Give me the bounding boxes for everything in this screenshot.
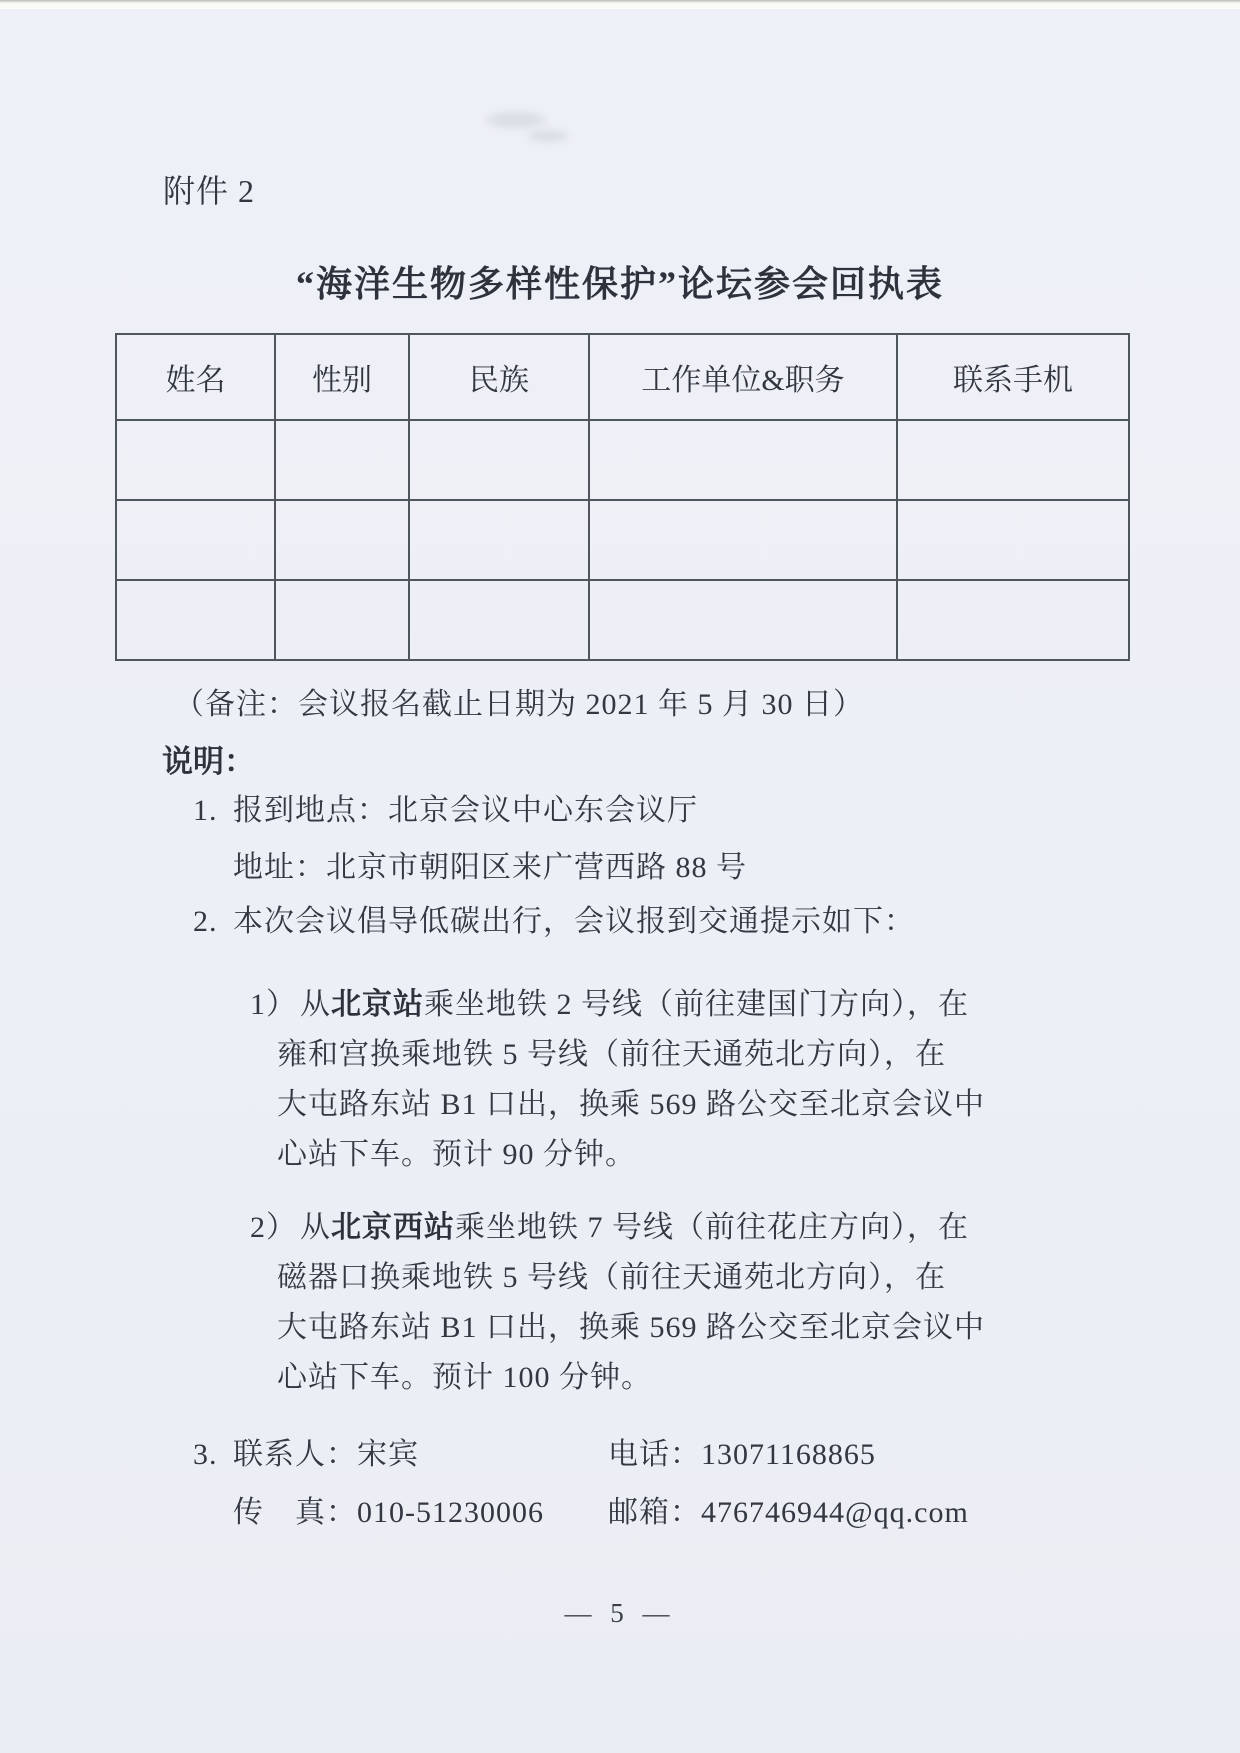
table-cell xyxy=(897,580,1129,660)
list-number: 1. xyxy=(193,794,218,827)
traffic-option-2-line-2: 磁器口换乘地铁 5 号线（前往天通苑北方向），在 xyxy=(277,1261,946,1294)
scan-smudge xyxy=(528,130,568,142)
note-item-2 xyxy=(193,905,915,939)
scan-smudge xyxy=(486,112,546,128)
header-cell-ethnicity: 民族 xyxy=(409,334,589,420)
line-text: 乘坐地铁 2 号线（前往建国门方向），在 xyxy=(424,988,969,1021)
notes-heading: 说明： xyxy=(162,744,255,779)
fax-label: 传 真： xyxy=(233,1496,357,1529)
traffic-intro-text: 本次会议倡导低碳出行，会议报到交通提示如下： xyxy=(233,905,915,938)
list-number: 2. xyxy=(193,905,218,938)
traffic-option-1-line-2: 雍和宫换乘地铁 5 号线（前往天通苑北方向），在 xyxy=(277,1038,946,1071)
table-cell xyxy=(409,580,589,660)
note-item-1-line-1 xyxy=(193,782,747,839)
traffic-option-2-line-4: 心站下车。预计 100 分钟。 xyxy=(277,1361,652,1394)
traffic-option-1-line-4: 心站下车。预计 90 分钟。 xyxy=(277,1138,636,1171)
table-cell xyxy=(275,580,409,660)
table-cell xyxy=(589,500,897,580)
line-text: 乘坐地铁 7 号线（前往花庄方向），在 xyxy=(455,1211,969,1244)
traffic-option-2-line-1 xyxy=(250,1203,985,1253)
table-row xyxy=(116,500,1129,580)
traffic-option-1-line-3: 大屯路东站 B1 口出，换乘 569 路公交至北京会议中 xyxy=(277,1088,986,1121)
table-cell xyxy=(409,500,589,580)
list-number: 3. xyxy=(193,1438,218,1471)
header-cell-mobile: 联系手机 xyxy=(897,334,1129,420)
deadline-note: （备注：会议报名截止日期为 2021 年 5 月 30 日） xyxy=(174,688,864,721)
phone-label: 电话： xyxy=(608,1438,701,1471)
list-number: 1） xyxy=(250,988,297,1021)
list-number: 2） xyxy=(250,1211,297,1244)
contact-value: 宋宾 xyxy=(357,1438,419,1471)
fax-value: 010-51230006 xyxy=(357,1496,544,1529)
email-value: 476746944@qq.com xyxy=(701,1496,969,1529)
document-title: “海洋生物多样性保护”论坛参会回执表 xyxy=(295,264,944,304)
attachment-label: 附件 2 xyxy=(163,173,256,209)
header-cell-workunit-position: 工作单位&职务 xyxy=(589,334,897,420)
table-cell xyxy=(116,580,275,660)
table-row xyxy=(116,580,1129,660)
email-label: 邮箱： xyxy=(608,1496,701,1529)
footer-page-number: — 5 — xyxy=(564,1598,676,1628)
checkin-location-text: 报到地点：北京会议中心东会议厅 xyxy=(233,794,698,827)
contact-fax xyxy=(193,1484,608,1542)
table-cell xyxy=(275,500,409,580)
note-item-3-contacts xyxy=(193,1426,969,1542)
table-cell xyxy=(116,420,275,500)
table-cell xyxy=(589,580,897,660)
contact-email xyxy=(608,1496,969,1529)
station-name-bold: 北京西站 xyxy=(331,1211,455,1244)
table-cell xyxy=(116,500,275,580)
contact-line-1 xyxy=(193,1426,969,1484)
header-cell-name: 姓名 xyxy=(116,334,275,420)
table-cell xyxy=(897,500,1129,580)
note-item-1-line-2 xyxy=(233,839,747,896)
table-cell xyxy=(589,420,897,500)
scan-edge-artifact xyxy=(0,0,1240,9)
table-cell xyxy=(275,420,409,500)
table-cell xyxy=(897,420,1129,500)
station-name-bold: 北京站 xyxy=(331,988,424,1021)
table-cell xyxy=(409,420,589,500)
traffic-option-2 xyxy=(250,1203,985,1403)
line-text: 从 xyxy=(300,1211,331,1244)
contact-line-2 xyxy=(193,1484,969,1542)
phone-value: 13071168865 xyxy=(701,1438,876,1471)
contact-phone xyxy=(608,1438,876,1471)
contact-person xyxy=(193,1426,608,1484)
note-item-1 xyxy=(193,782,747,896)
contact-label: 联系人： xyxy=(233,1438,357,1471)
header-cell-gender: 性别 xyxy=(275,334,409,420)
table-header-row xyxy=(116,334,1129,420)
traffic-option-1-line-1 xyxy=(250,980,985,1030)
table-row xyxy=(116,420,1129,500)
traffic-option-1 xyxy=(250,980,985,1180)
traffic-option-2-line-3: 大屯路东站 B1 口出，换乘 569 路公交至北京会议中 xyxy=(277,1311,986,1344)
line-text: 从 xyxy=(300,988,331,1021)
registration-table xyxy=(115,333,1130,661)
address-text: 地址：北京市朝阳区来广营西路 88 号 xyxy=(233,851,747,884)
